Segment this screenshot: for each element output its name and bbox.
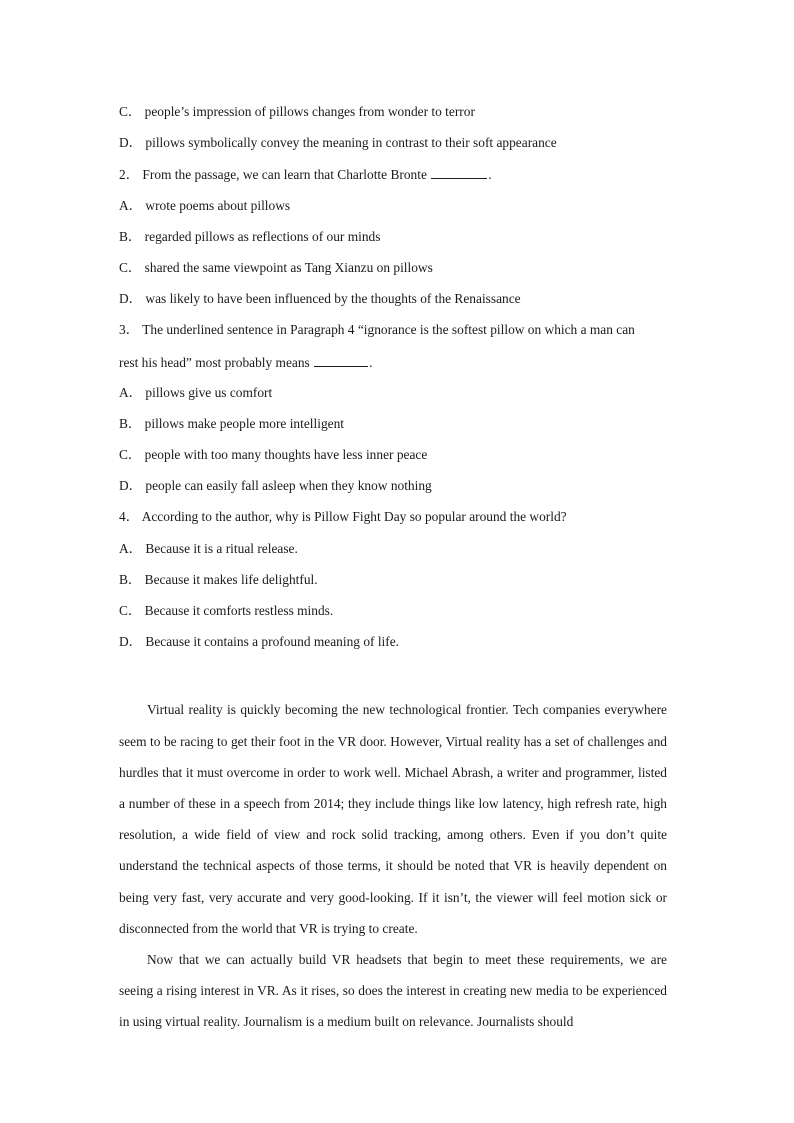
q3-option-d: D． people can easily fall asleep when they know nothing [119,478,432,494]
q3-stem-text: rest his head” most probably means [119,354,310,370]
q3-stem-line1: 3． The underlined sentence in Paragraph 4 “ignorance is the softest pillow on which a man can [119,322,635,338]
q2-stem-text: 2． From the passage, we can learn that Charlotte Bronte [119,167,427,183]
q3-stem-end: . [369,354,373,370]
q4-option-c: C． Because it comforts restless minds. [119,603,334,618]
q4-option-b: B． Because it makes life delightful. [119,571,318,587]
q2-option-a: A． wrote poems about pillows [119,197,291,213]
passage-paragraph-1: Virtual reality is quickly becoming the new technological frontier. Tech companies everywhere seem to be racing to get their foot in the VR door. However, Virtual reality has a set of challenges and hurdles that it must overcome in order to work well. Michael Abrash, a writer and programmer, listed a number of these in a speech from 2014; they include things like low latency, high refresh rate, high resolution, a wide field of view and rock solid tracking, among others. Even if you don’t quite understand the technical aspects of those terms, it should be noted that VR is heavily dependent on being very fast, very accurate and very good-looking. If it isn’t, the viewer will feel motion sick or disconnected from the world that VR is trying to create. [119,702,667,936]
q4-stem: 4． According to the author, why is Pillow Fight Day so popular around the world? [119,509,567,525]
q4-option-a: A． Because it is a ritual release. [119,540,298,556]
q2-option-b: B． regarded pillows as reflections of our minds [119,228,381,244]
q2-option-c: C． shared the same viewpoint as Tang Xianzu on pillows [119,259,433,275]
q2-answer-blank [431,164,487,179]
document-content [119,102,667,1038]
q1-option-d: D． pillows symbolically convey the meaning in contrast to their soft appearance [119,135,557,151]
q2-option-d: D． was likely to have been influenced by the thoughts of the Renaissance [119,291,521,307]
q1-option-c: C． people’s impression of pillows changes from wonder to terror [119,104,475,119]
q3-option-a: A． pillows give us comfort [119,384,273,400]
q2-stem [119,164,667,195]
passage-paragraph-2: Now that we can actually build VR headsets that begin to meet these requirements, we are seeing a rising interest in VR. As it rises, so does the interest in creating new media to be experienced in using virtual reality. Journalism is a medium built on relevance. Journalists should [119,952,667,1030]
q3-option-c: C． people with too many thoughts have less inner peace [119,447,428,463]
q3-answer-blank [314,352,368,367]
q4-option-d: D． Because it contains a profound meaning of life. [119,634,400,650]
q3-stem-line2 [119,352,667,383]
q3-option-b: B． pillows make people more intelligent [119,415,344,431]
section-gap [119,663,667,694]
q2-stem-end: . [488,167,492,183]
